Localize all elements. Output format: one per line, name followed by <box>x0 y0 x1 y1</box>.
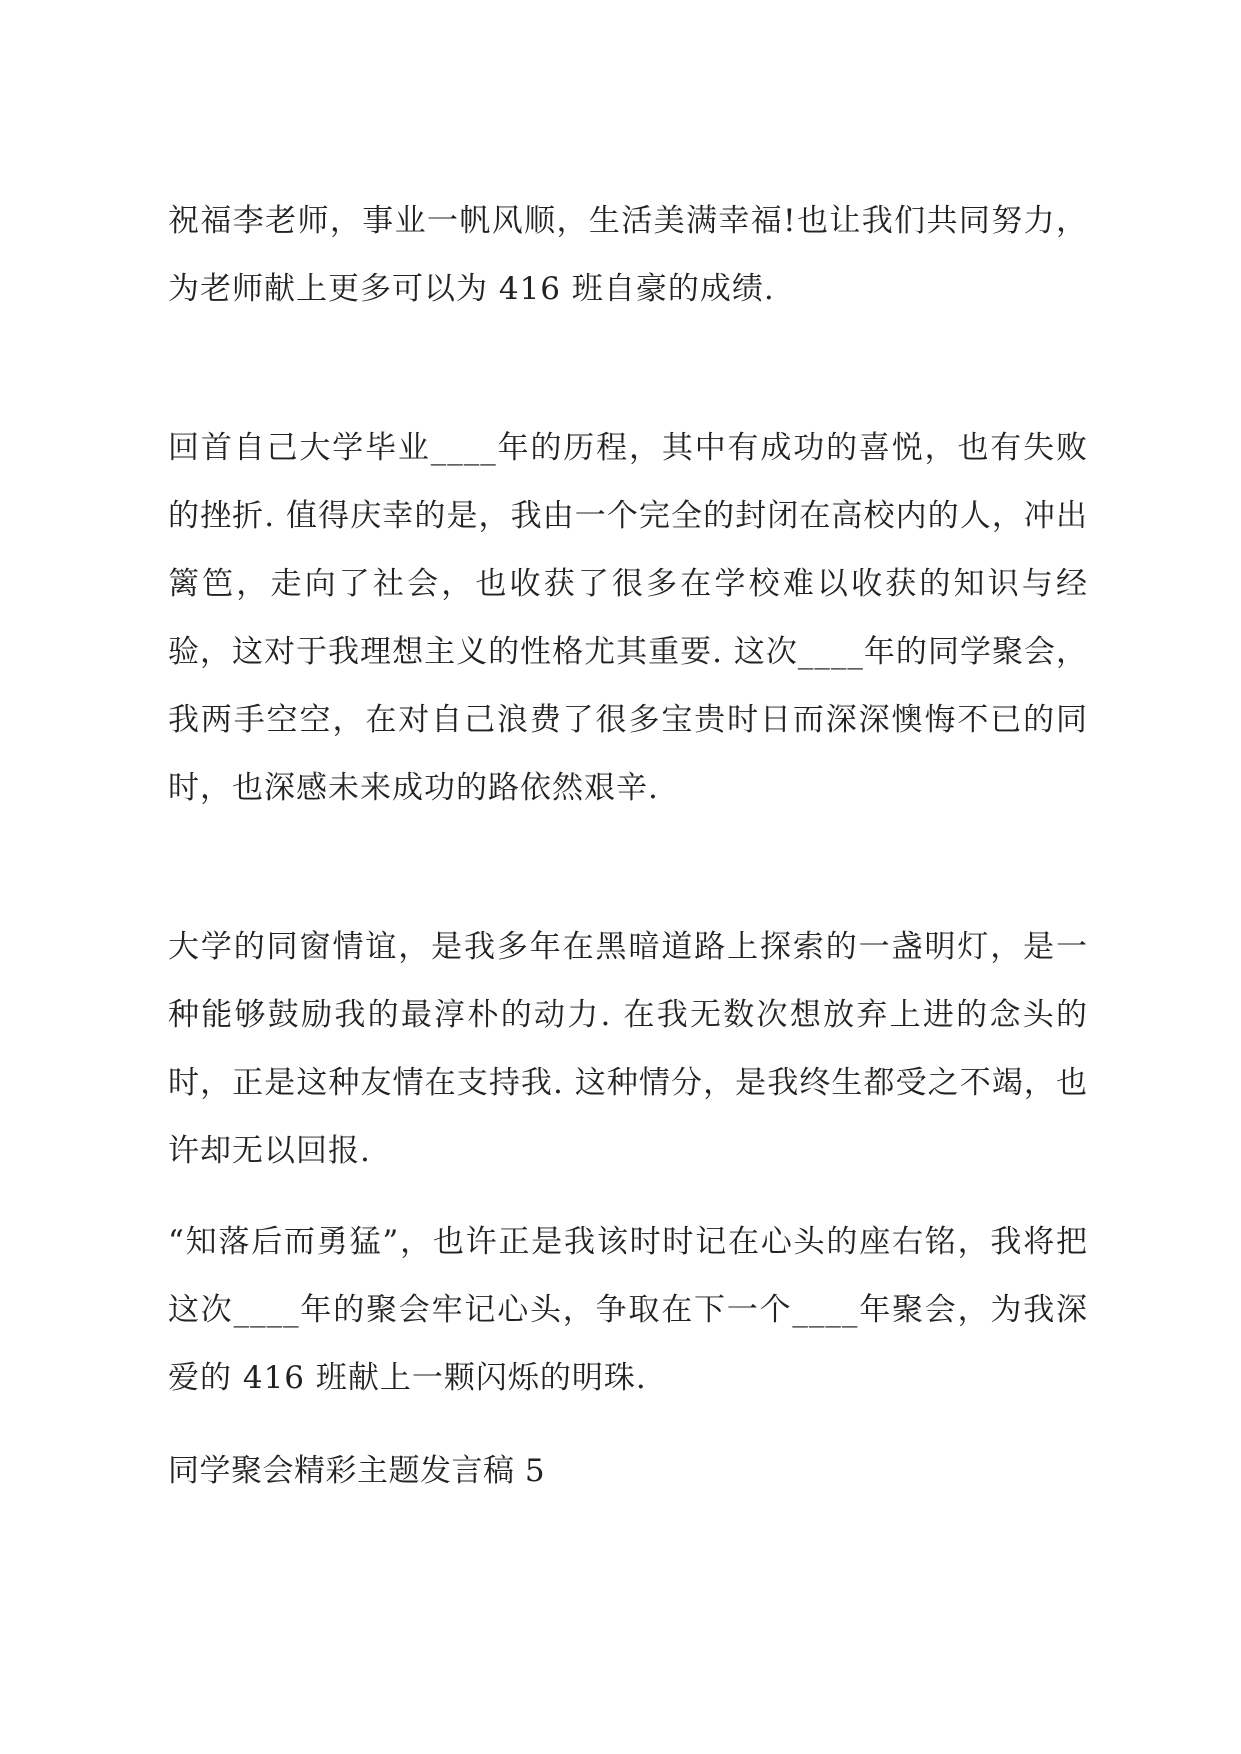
paragraph-blessing <box>168 187 1088 323</box>
paragraph-text: 祝福李老师，事业一帆风顺，生活美满幸福!也让我们共同努力，为老师献上更多可以为 416 班自豪的成绩. <box>168 203 1088 307</box>
paragraph-text: 大学的同窗情谊，是我多年在黑暗道路上探索的一盏明灯，是一种能够鼓励我的最淳朴的动力. 在我无数次想放弃上进的念头的时，正是这种友情在支持我. 这种情分，是我终生都受之不竭，也许却无以回报. <box>168 929 1088 1169</box>
paragraph-text: “知落后而勇猛”，也许正是我该时时记在心头的座右铭，我将把这次____年的聚会牢记心头，争取在下一个____年聚会，为我深爱的 416 班献上一颗闪烁的明珠. <box>168 1224 1088 1396</box>
paragraph-classmate-friendship <box>168 913 1088 1185</box>
section-heading <box>168 1437 1088 1505</box>
section-heading-text: 同学聚会精彩主题发言稿 5 <box>168 1453 546 1489</box>
paragraph-motto <box>168 1208 1088 1412</box>
paragraph-text: 回首自己大学毕业____年的历程，其中有成功的喜悦，也有失败的挫折. 值得庆幸的是，我由一个完全的封闭在高校内的人，冲出篱笆，走向了社会，也收获了很多在学校难以收获的知识与经验，这对于我理想主义的性格尤其重要. 这次____年的同学聚会，我两手空空，在对自己浪费了很多宝贵时日而深深懊悔不已的同时，也深感未来成功的路依然艰辛. <box>168 430 1088 806</box>
paragraph-graduation-reflection <box>168 414 1088 822</box>
